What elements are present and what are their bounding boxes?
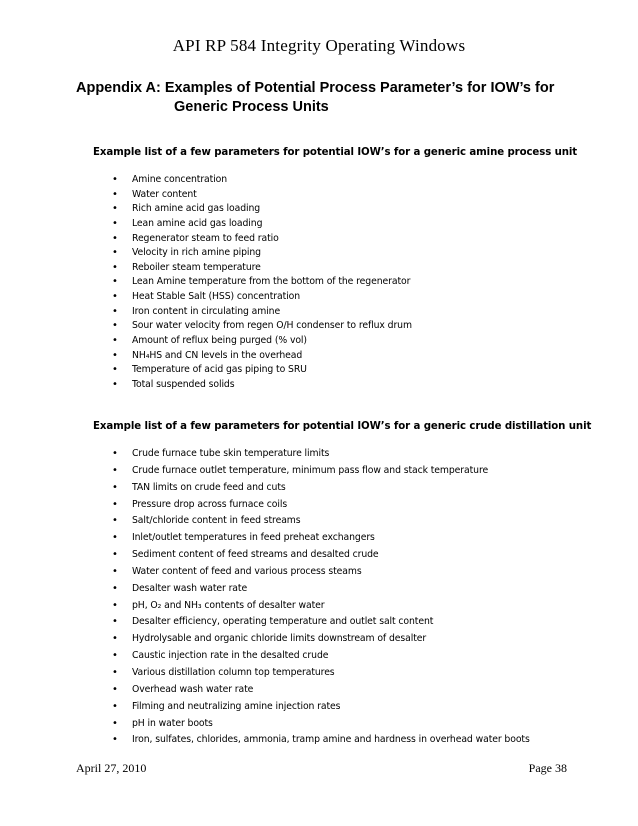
list-item: • Sour water velocity from regen O/H condenser to reflux drum xyxy=(112,319,412,334)
running-header: API RP 584 Integrity Operating Windows xyxy=(172,36,466,55)
amine-parameter-list xyxy=(112,173,412,393)
list-item: • Velocity in rich amine piping xyxy=(112,246,412,261)
list-item: • Temperature of acid gas piping to SRU xyxy=(112,363,412,378)
list-item: • Pressure drop across furnace coils xyxy=(112,497,530,514)
list-item: • Water content of feed and various process steams xyxy=(112,564,530,581)
list-item: • Crude furnace tube skin temperature limits xyxy=(112,446,530,463)
list-item: • Rich amine acid gas loading xyxy=(112,202,412,217)
list-item: • pH, O₂ and NH₃ contents of desalter water xyxy=(112,598,530,615)
crude-parameter-list xyxy=(112,446,530,749)
list-item: • Crude furnace outlet temperature, minimum pass flow and stack temperature xyxy=(112,463,530,480)
appendix-title-line-1: Appendix A: Examples of Potential Process Parameter’s for IOW’s for xyxy=(76,80,555,96)
list-item: • Salt/chloride content in feed streams xyxy=(112,513,530,530)
list-item: • Inlet/outlet temperatures in feed preheat exchangers xyxy=(112,530,530,547)
list-item: • Caustic injection rate in the desalted crude xyxy=(112,648,530,665)
list-item: • Iron, sulfates, chlorides, ammonia, tramp amine and hardness in overhead water boots xyxy=(112,732,530,749)
list-item: • Regenerator steam to feed ratio xyxy=(112,232,412,247)
list-item: • TAN limits on crude feed and cuts xyxy=(112,480,530,497)
appendix-title-line-2: Generic Process Units xyxy=(174,99,329,115)
list-item: • Lean amine acid gas loading xyxy=(112,217,412,232)
appendix-title xyxy=(76,79,596,117)
crude-section-heading: Example list of a few parameters for potential IOW’s for a generic crude distillation unit xyxy=(93,421,592,432)
list-item: • Total suspended solids xyxy=(112,378,412,393)
list-item: • Sediment content of feed streams and desalted crude xyxy=(112,547,530,564)
list-item: • Reboiler steam temperature xyxy=(112,261,412,276)
list-item: • Desalter efficiency, operating temperature and outlet salt content xyxy=(112,614,530,631)
list-item: • Amine concentration xyxy=(112,173,412,188)
list-item: • Water content xyxy=(112,188,412,203)
list-item: • Iron content in circulating amine xyxy=(112,305,412,320)
list-item: • Various distillation column top temperatures xyxy=(112,665,530,682)
list-item: • Heat Stable Salt (HSS) concentration xyxy=(112,290,412,305)
list-item: • Hydrolysable and organic chloride limits downstream of desalter xyxy=(112,631,530,648)
list-item: • Desalter wash water rate xyxy=(112,581,530,598)
list-item: • Lean Amine temperature from the bottom of the regenerator xyxy=(112,275,412,290)
amine-section-heading: Example list of a few parameters for potential IOW’s for a generic amine process unit xyxy=(93,147,578,158)
list-item: • Amount of reflux being purged (% vol) xyxy=(112,334,412,349)
footer-page-number: Page 38 xyxy=(528,761,567,775)
list-item: • Filming and neutralizing amine injection rates xyxy=(112,699,530,716)
list-item: • NH₄HS and CN levels in the overhead xyxy=(112,349,412,364)
footer-date: April 27, 2010 xyxy=(76,761,147,775)
list-item: • pH in water boots xyxy=(112,716,530,733)
list-item: • Overhead wash water rate xyxy=(112,682,530,699)
